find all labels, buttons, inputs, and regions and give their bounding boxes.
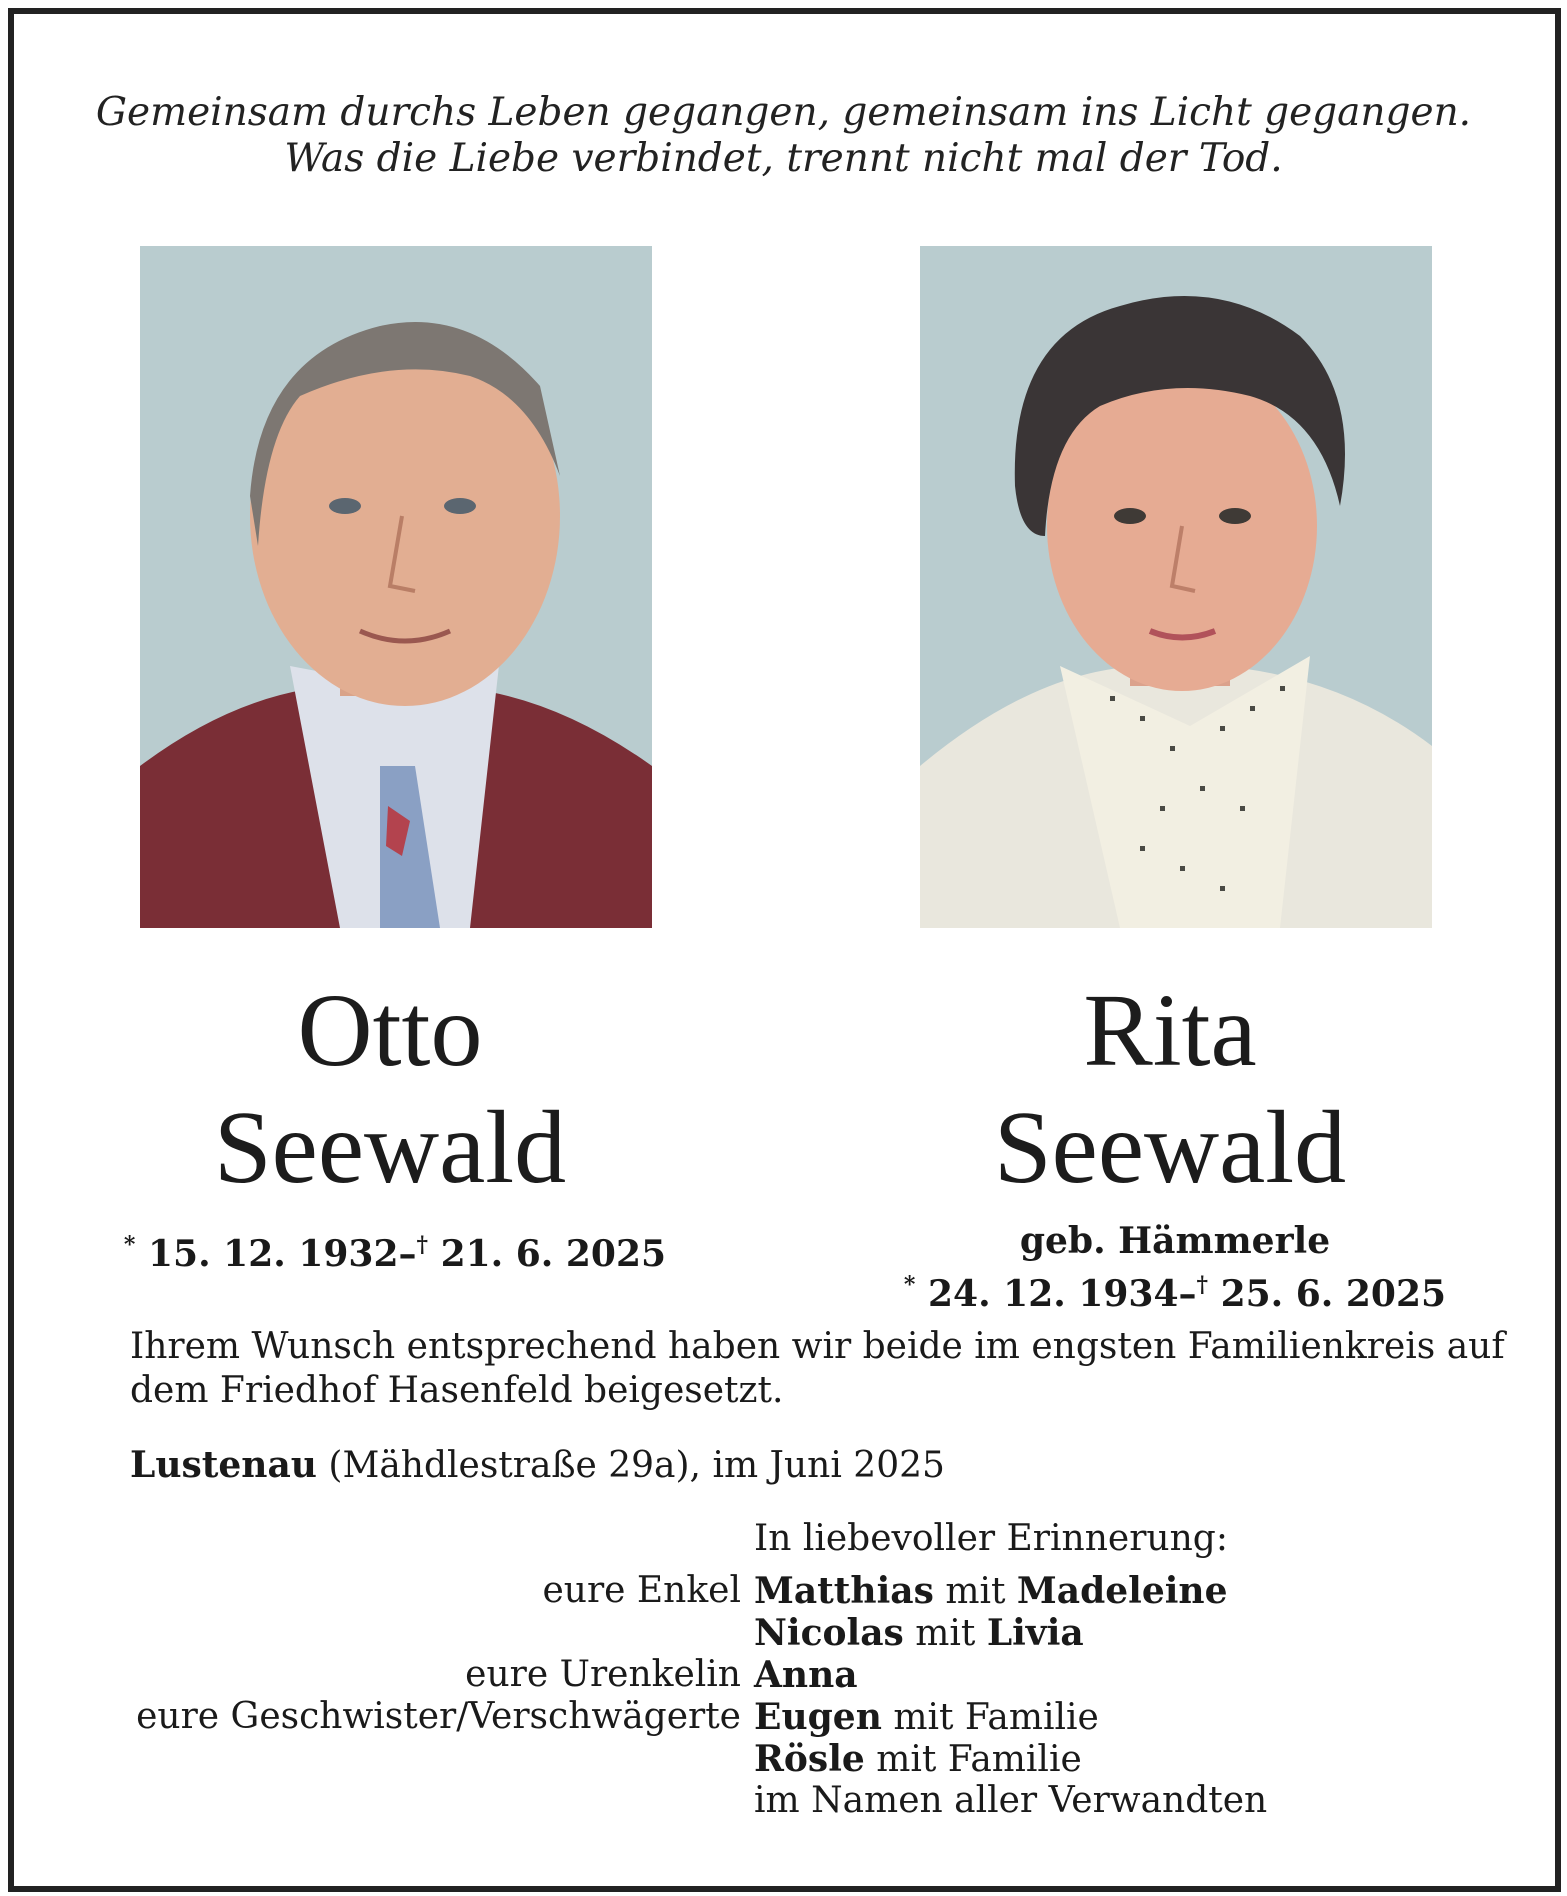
address-and-date: (Mähdlestraße 29a), im Juni 2025 xyxy=(316,1445,945,1486)
quote-line-1: Gemeinsam durchs Leben gegangen, gemeinsam ins Licht gegangen. xyxy=(95,90,1472,135)
portrait-rita xyxy=(920,246,1432,928)
died-symbol: † xyxy=(416,1232,429,1258)
family-connector: mit xyxy=(903,1613,987,1654)
born-date: 15. 12. 1932 xyxy=(147,1233,399,1275)
family-row xyxy=(0,1612,1567,1654)
closing-row xyxy=(0,1780,1567,1822)
family-row xyxy=(0,1738,1567,1780)
family-label: eure Geschwister/Verschwägerte xyxy=(136,1696,741,1737)
family-label: eure Enkel xyxy=(542,1570,741,1611)
portrait-otto xyxy=(140,246,652,928)
family-connector: mit Familie xyxy=(881,1697,1099,1738)
family-name: Nicolas xyxy=(754,1612,904,1654)
family-connector: mit Familie xyxy=(864,1739,1082,1780)
born-symbol: * xyxy=(903,1272,916,1298)
remembrance-closing: im Namen aller Verwandten xyxy=(754,1780,1268,1821)
died-date: 21. 6. 2025 xyxy=(440,1233,667,1275)
remembrance-intro: In liebevoller Erinnerung: xyxy=(754,1518,1228,1559)
family-row xyxy=(0,1654,1567,1696)
announcement-line-1: Ihrem Wunsch entsprechend haben wir beide im engsten Familienkreis auf xyxy=(130,1326,1505,1367)
family-row xyxy=(0,1696,1567,1738)
first-name-rita: Rita xyxy=(1083,973,1257,1088)
family-label: eure Urenkelin xyxy=(465,1654,741,1695)
born-date: 24. 12. 1934 xyxy=(927,1273,1179,1315)
family-name: Rösle xyxy=(754,1738,865,1780)
town: Lustenau xyxy=(130,1444,317,1486)
life-dates-otto xyxy=(100,1224,690,1275)
died-symbol: † xyxy=(1196,1272,1209,1298)
family-name: Livia xyxy=(986,1612,1084,1654)
died-date: 25. 6. 2025 xyxy=(1220,1273,1447,1315)
place-and-date xyxy=(130,1443,945,1488)
date-dash: – xyxy=(1178,1273,1197,1315)
family-name: Matthias xyxy=(754,1570,934,1612)
family-connector: mit xyxy=(933,1571,1017,1612)
quote-line-2: Was die Liebe verbindet, trennt nicht mal der Tod. xyxy=(284,136,1283,181)
last-name-otto: Seewald xyxy=(213,1090,567,1205)
last-name-rita: Seewald xyxy=(993,1090,1347,1205)
family-name: Madeleine xyxy=(1016,1570,1228,1612)
family-row xyxy=(0,1570,1567,1612)
family-name: Eugen xyxy=(754,1696,882,1738)
first-name-otto: Otto xyxy=(297,973,483,1088)
born-symbol: * xyxy=(123,1232,136,1258)
date-dash: – xyxy=(398,1233,417,1275)
announcement-line-2: dem Friedhof Hasenfeld beigesetzt. xyxy=(130,1370,784,1411)
maiden-name-rita: geb. Hämmerle xyxy=(1019,1220,1331,1262)
family-name: Anna xyxy=(754,1654,858,1696)
life-dates-rita xyxy=(880,1264,1470,1315)
